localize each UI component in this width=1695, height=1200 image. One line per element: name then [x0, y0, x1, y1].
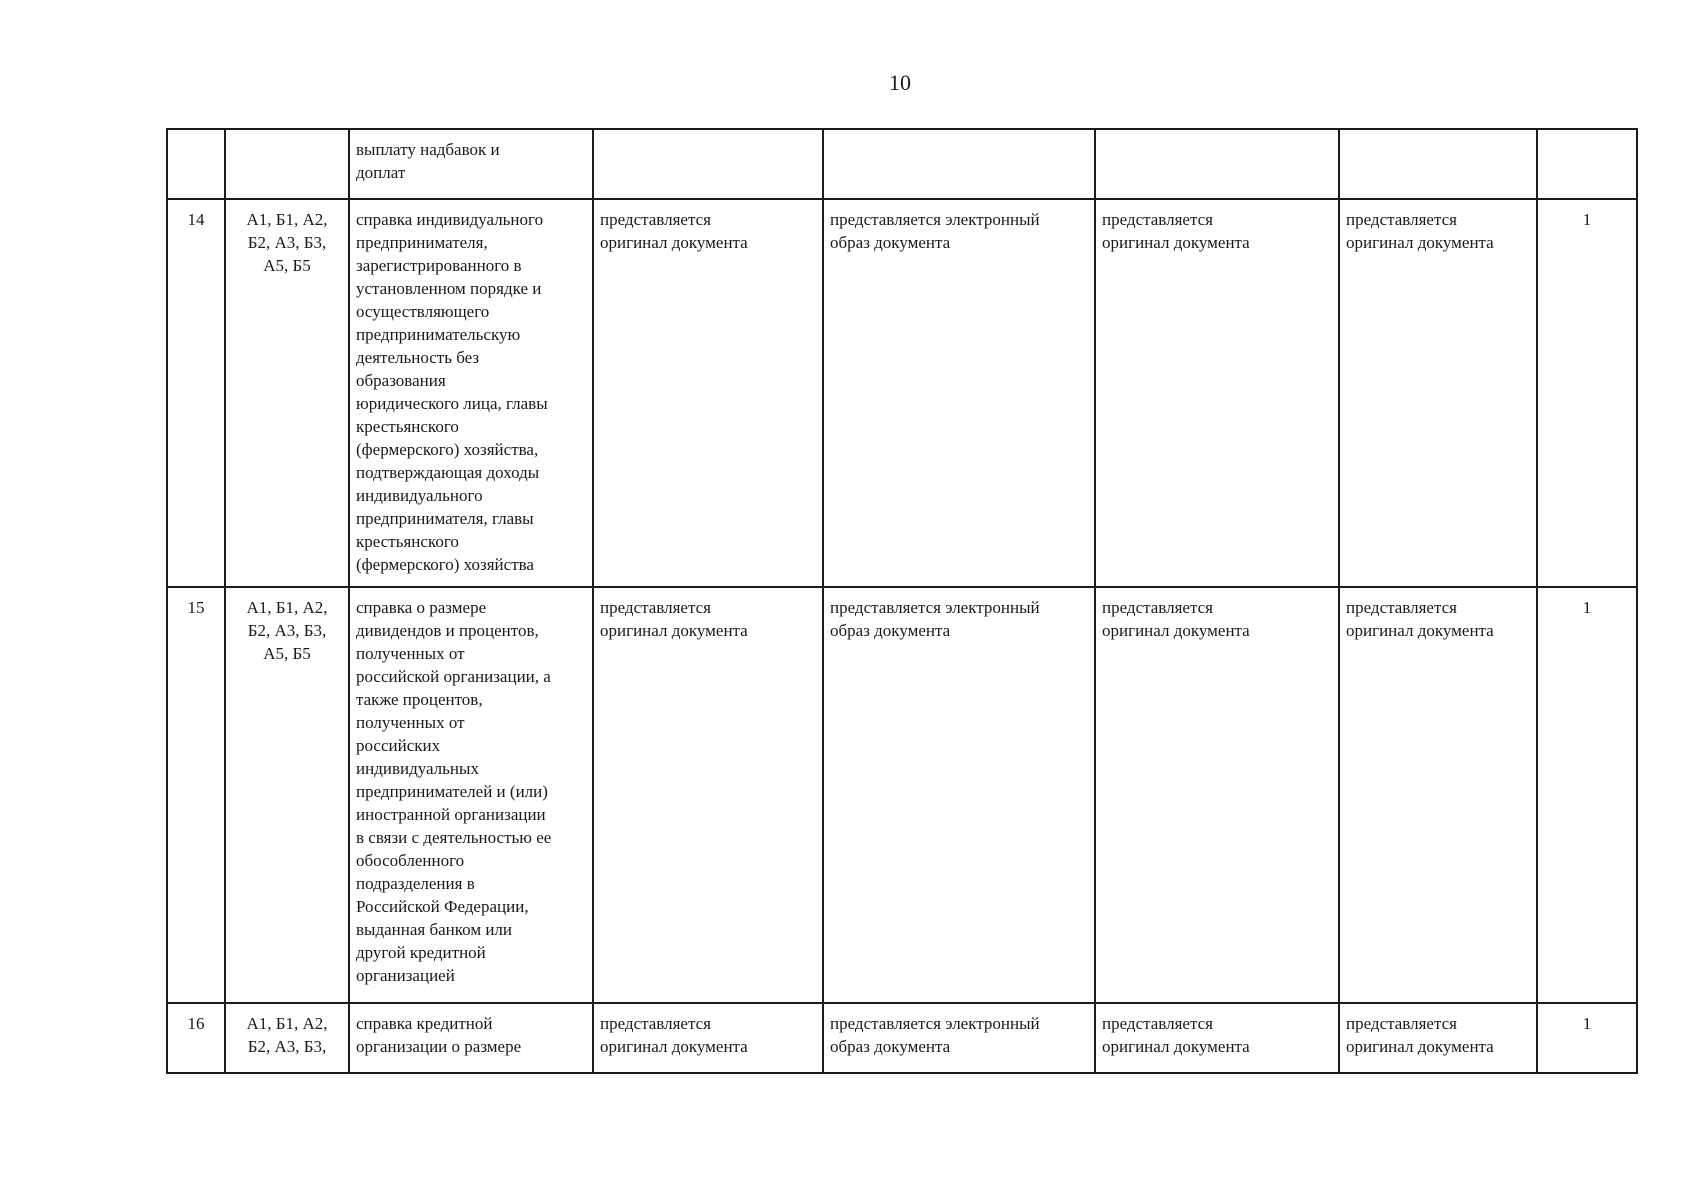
submission-method-cell-3 — [1095, 129, 1339, 199]
table-body — [167, 129, 1637, 1073]
cell-text-line: Б2, А3, Б3, — [247, 621, 327, 640]
cell-text-line: А5, Б5 — [263, 256, 311, 275]
submission-method-cell-4 — [1339, 587, 1537, 1003]
document-name-cell — [349, 199, 593, 587]
submission-method-cell-2 — [823, 129, 1095, 199]
cell-text-line: представляется — [1346, 1014, 1457, 1033]
copies-count-cell: 1 — [1537, 1003, 1637, 1073]
cell-text-line: предпринимательскую — [356, 325, 521, 344]
cell-text-line: А1, Б1, А2, — [246, 210, 328, 229]
cell-text-line: полученных от — [356, 713, 465, 732]
cell-text-line: российских — [356, 736, 441, 755]
cell-text-line: дивидендов и процентов, — [356, 621, 539, 640]
table-row — [167, 129, 1637, 199]
table-row — [167, 587, 1637, 1003]
cell-text-line: представляется — [1102, 1014, 1213, 1033]
submission-method-cell-3 — [1095, 1003, 1339, 1073]
cell-text-line: доплат — [356, 163, 406, 182]
cell-text-line: (фермерского) хозяйства — [356, 555, 534, 574]
cell-text-line: осуществляющего — [356, 302, 490, 321]
cell-text-line: индивидуальных — [356, 759, 479, 778]
cell-text-line: выданная банком или — [356, 920, 513, 939]
document-name-cell — [349, 1003, 593, 1073]
submission-method-cell-1 — [593, 587, 823, 1003]
cell-text-line: выплату надбавок и — [356, 140, 500, 159]
cell-text-line: образ документа — [830, 621, 951, 640]
cell-text-line: предпринимателей и (или) — [356, 782, 548, 801]
cell-text-line: подразделения в — [356, 874, 475, 893]
copies-count-cell — [1537, 129, 1637, 199]
document-name-cell — [349, 129, 593, 199]
cell-text-line: образ документа — [830, 233, 951, 252]
cell-text-line: индивидуального — [356, 486, 483, 505]
copies-count-cell: 1 — [1537, 199, 1637, 587]
cell-text-line: установленном порядке и — [356, 279, 542, 298]
cell-text-line: представляется — [600, 598, 711, 617]
cell-text-line: иностранной организации — [356, 805, 546, 824]
cell-text-line: представляется — [1102, 210, 1213, 229]
cell-text-line: оригинал документа — [1346, 621, 1494, 640]
cell-text-line: А5, Б5 — [263, 644, 311, 663]
cell-text-line: представляется — [600, 1014, 711, 1033]
cell-text-line: обособленного — [356, 851, 465, 870]
cell-text-line: организацией — [356, 966, 455, 985]
cell-text-line: предпринимателя, главы — [356, 509, 534, 528]
submission-method-cell-3 — [1095, 587, 1339, 1003]
cell-text-line: в связи с деятельностью ее — [356, 828, 552, 847]
cell-text-line: представляется электронный — [830, 210, 1040, 229]
cell-text-line: Б2, А3, Б3, — [247, 233, 327, 252]
row-number-cell — [167, 129, 225, 199]
cell-text-line: также процентов, — [356, 690, 483, 709]
submission-method-cell-2 — [823, 587, 1095, 1003]
cell-text-line: справка кредитной — [356, 1014, 493, 1033]
cell-text-line: представляется электронный — [830, 598, 1040, 617]
page-number: 10 — [889, 70, 911, 95]
cell-text-line: оригинал документа — [1346, 233, 1494, 252]
submission-method-cell-2 — [823, 199, 1095, 587]
category-codes-cell — [225, 129, 349, 199]
category-codes-cell — [225, 1003, 349, 1073]
category-codes-cell — [225, 199, 349, 587]
submission-method-cell-1 — [593, 1003, 823, 1073]
cell-text-line: представляется — [600, 210, 711, 229]
cell-text-line: оригинал документа — [600, 621, 748, 640]
cell-text-line: другой кредитной — [356, 943, 486, 962]
cell-text-line: оригинал документа — [1346, 1037, 1494, 1056]
cell-text-line: (фермерского) хозяйства, — [356, 440, 539, 459]
cell-text-line: оригинал документа — [1102, 621, 1250, 640]
cell-text-line: Б2, А3, Б3, — [247, 1037, 327, 1056]
cell-text-line: оригинал документа — [600, 233, 748, 252]
submission-method-cell-1 — [593, 129, 823, 199]
submission-method-cell-4 — [1339, 199, 1537, 587]
cell-text-line: юридического лица, главы — [356, 394, 548, 413]
cell-text-line: представляется — [1346, 598, 1457, 617]
submission-method-cell-3 — [1095, 199, 1339, 587]
submission-method-cell-2 — [823, 1003, 1095, 1073]
cell-text-line: А1, Б1, А2, — [246, 1014, 328, 1033]
cell-text-line: крестьянского — [356, 417, 459, 436]
cell-text-line: Российской Федерации, — [356, 897, 529, 916]
submission-method-cell-1 — [593, 199, 823, 587]
cell-text-line: российской организации, а — [356, 667, 551, 686]
documents-table — [166, 128, 1638, 1074]
cell-text-line: полученных от — [356, 644, 465, 663]
submission-method-cell-4 — [1339, 1003, 1537, 1073]
cell-text-line: представляется — [1346, 210, 1457, 229]
cell-text-line: организации о размере — [356, 1037, 522, 1056]
cell-text-line: крестьянского — [356, 532, 459, 551]
cell-text-line: справка индивидуального — [356, 210, 544, 229]
row-number-cell: 15 — [167, 587, 225, 1003]
row-number-cell: 16 — [167, 1003, 225, 1073]
cell-text-line: образования — [356, 371, 446, 390]
cell-text-line: оригинал документа — [600, 1037, 748, 1056]
cell-text-line: предпринимателя, — [356, 233, 488, 252]
cell-text-line: А1, Б1, А2, — [246, 598, 328, 617]
table-row — [167, 199, 1637, 587]
submission-method-cell-4 — [1339, 129, 1537, 199]
document-name-cell — [349, 587, 593, 1003]
cell-text-line: подтверждающая доходы — [356, 463, 540, 482]
row-number-cell: 14 — [167, 199, 225, 587]
cell-text-line: образ документа — [830, 1037, 951, 1056]
cell-text-line: оригинал документа — [1102, 233, 1250, 252]
category-codes-cell — [225, 587, 349, 1003]
cell-text-line: представляется — [1102, 598, 1213, 617]
table-row — [167, 1003, 1637, 1073]
cell-text-line: представляется электронный — [830, 1014, 1040, 1033]
cell-text-line: зарегистрированного в — [356, 256, 522, 275]
cell-text-line: справка о размере — [356, 598, 487, 617]
cell-text-line: оригинал документа — [1102, 1037, 1250, 1056]
copies-count-cell: 1 — [1537, 587, 1637, 1003]
cell-text-line: деятельность без — [356, 348, 480, 367]
